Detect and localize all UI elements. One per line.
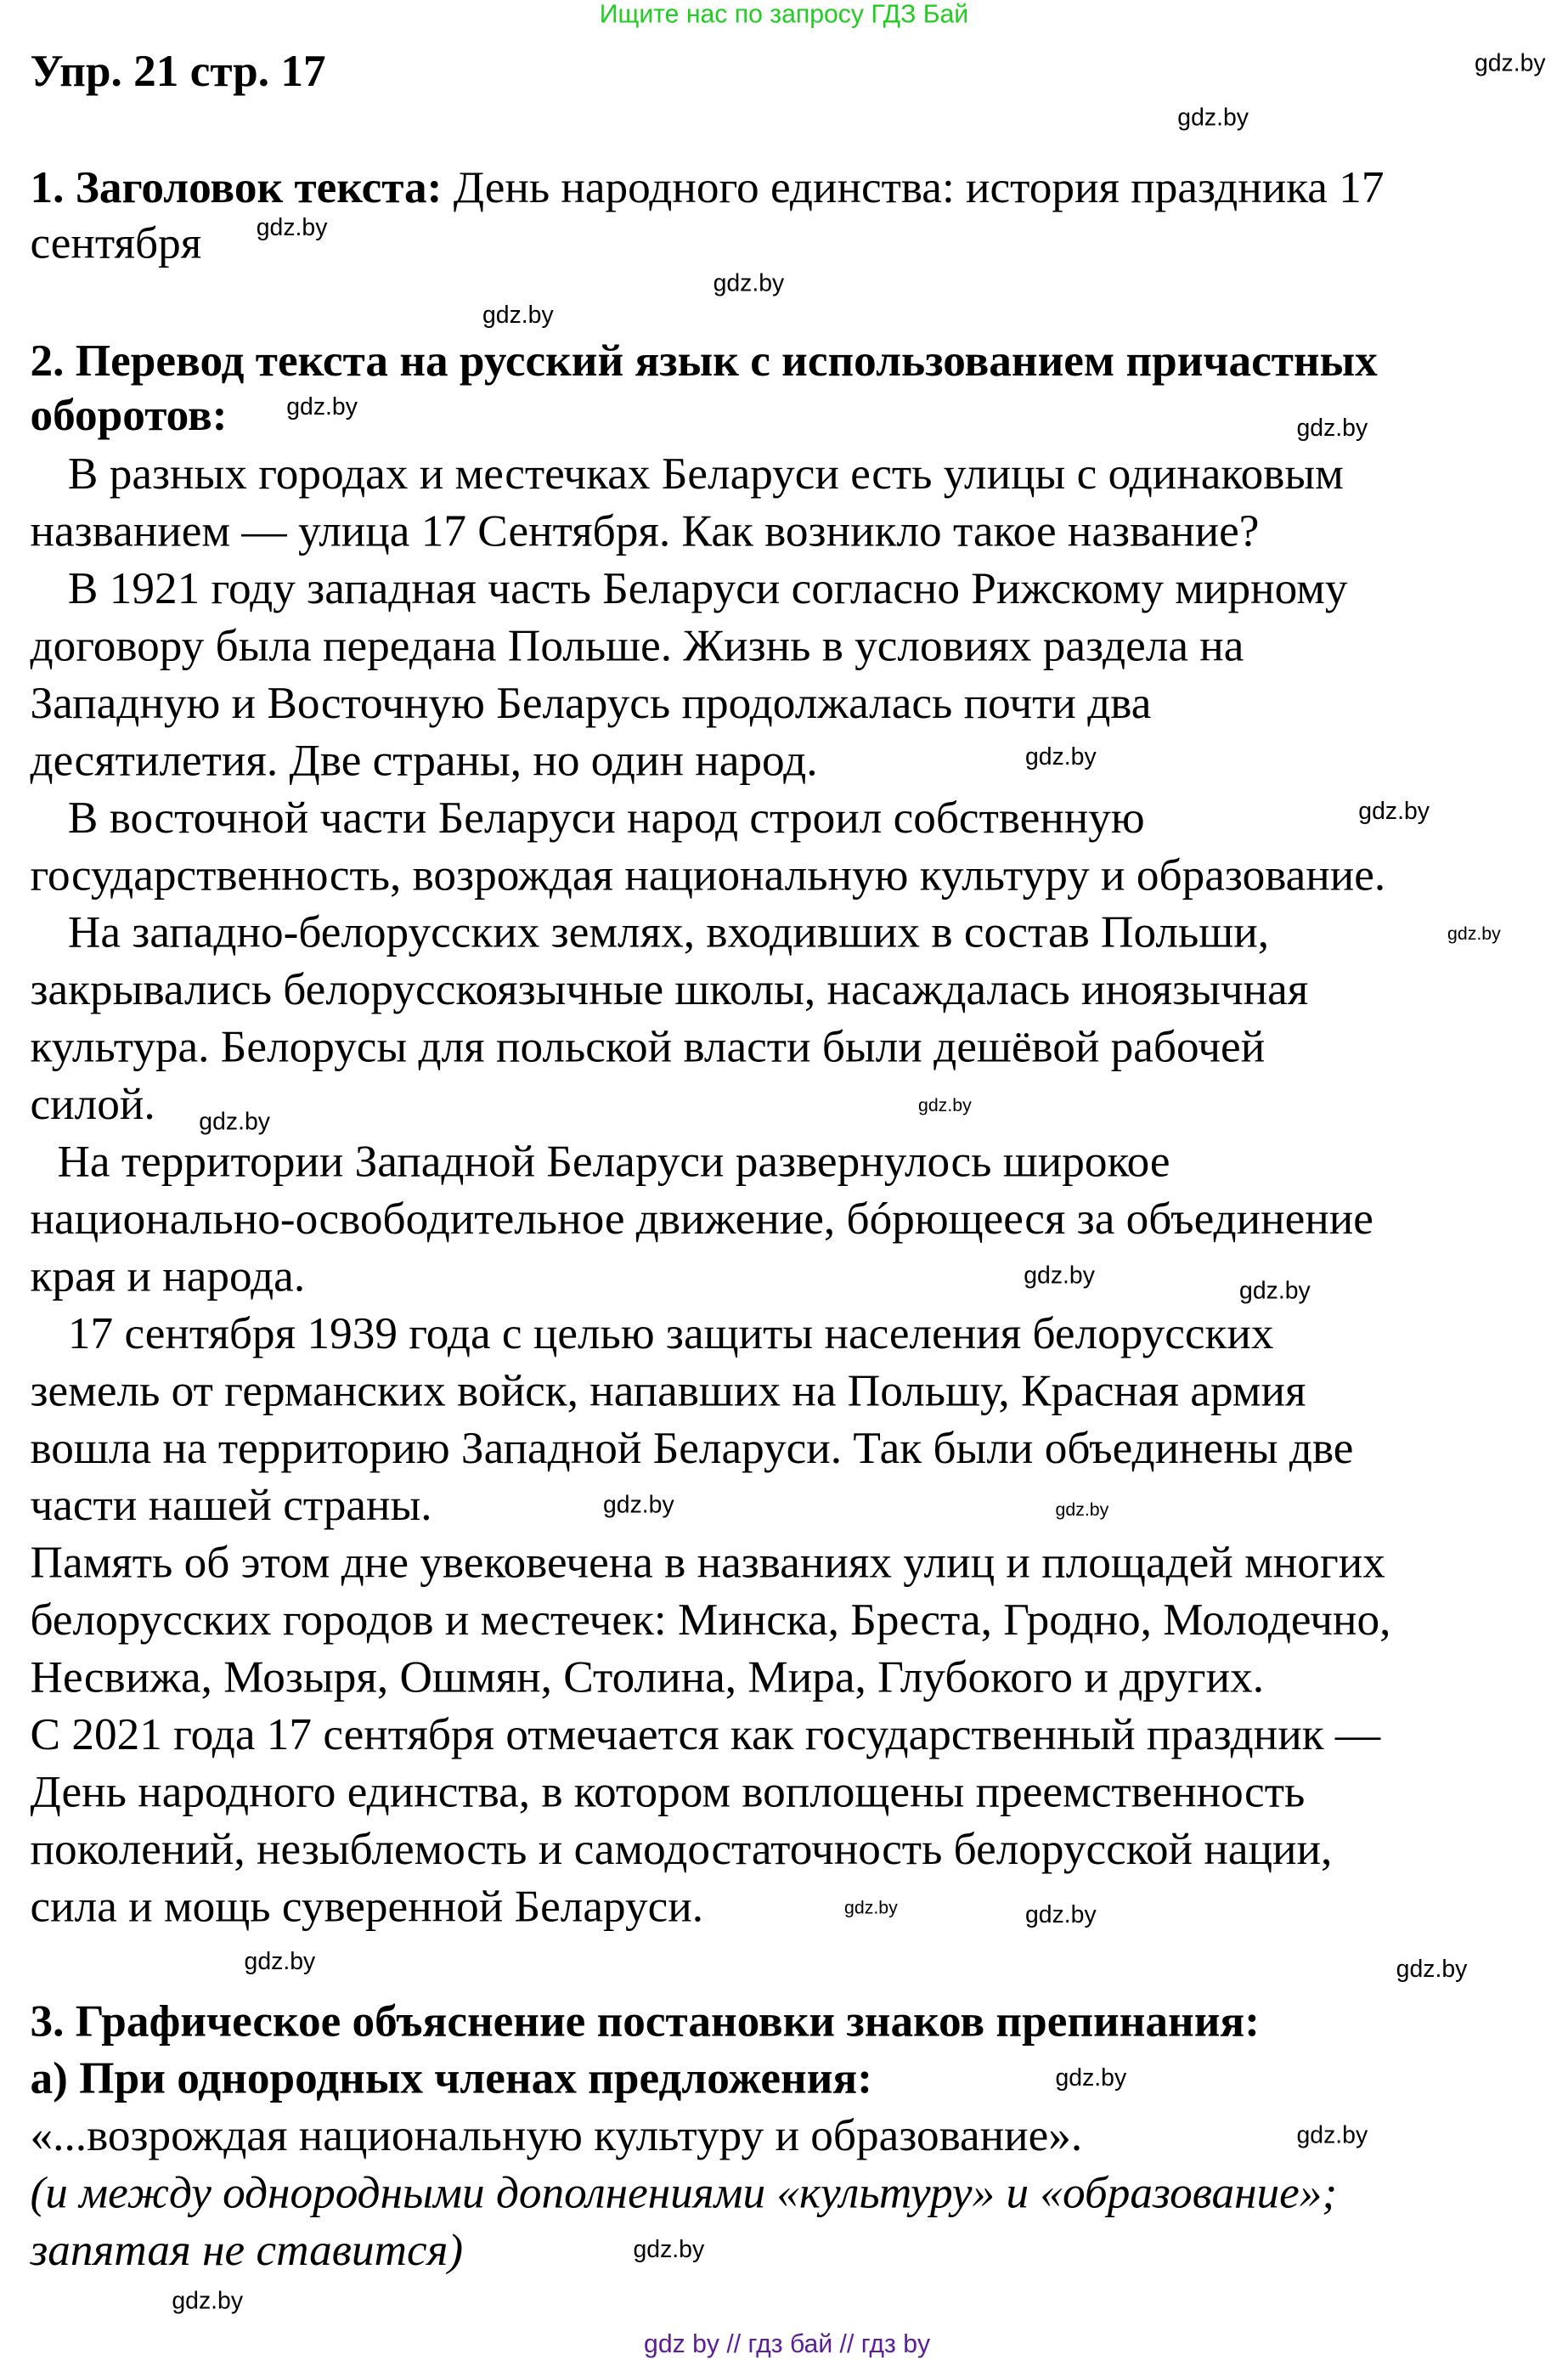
watermark: gdz.by <box>1025 744 1097 771</box>
body-line: С 2021 года 17 сентября отмечается как государственный праздник — <box>30 1709 1381 1760</box>
watermark: gdz.by <box>844 1896 898 1918</box>
body-line: закрывались белорусскоязычные школы, насаждалась иноязычная <box>30 965 1309 1015</box>
footer-links[interactable]: gdz by // гдз бай // гдз by <box>644 2329 931 2359</box>
body-line: В восточной части Беларуси народ строил собственную <box>67 793 1145 844</box>
watermark: gdz.by <box>1177 105 1249 132</box>
body-line: культура. Белорусы для польской власти были дешёвой рабочей <box>30 1022 1266 1073</box>
watermark: gdz.by <box>1396 1956 1468 1984</box>
watermark: gdz.by <box>1239 1279 1311 1305</box>
watermark: gdz.by <box>1296 2123 1368 2149</box>
body-line: силой. <box>30 1079 155 1130</box>
section1-line2: сентября <box>30 218 202 268</box>
watermark: gdz.by <box>917 1094 972 1116</box>
body-line: названием — улица 17 Сентября. Как возникло такое название? <box>30 506 1260 556</box>
watermark: gdz.by <box>256 215 328 241</box>
body-line: договору была передана Польше. Жизнь в условиях раздела на <box>30 621 1244 671</box>
body-line: части нашей страны. <box>30 1481 432 1531</box>
watermark: gdz.by <box>1474 51 1546 77</box>
section3-note-cont: запятая не ставится) <box>30 2225 464 2276</box>
watermark: gdz.by <box>482 302 554 329</box>
watermark: gdz.by <box>244 1950 316 1976</box>
watermark: gdz.by <box>1024 1263 1095 1290</box>
watermark: gdz.by <box>1055 1499 1109 1521</box>
body-line: сила и мощь суверенной Беларуси. <box>30 1882 704 1932</box>
body-line: десятилетия. Две страны, но один народ. <box>30 736 818 786</box>
section1-line1 <box>31 160 1385 217</box>
body-line: поколений, незыблемость и самодостаточность белорусской нации, <box>30 1824 1333 1875</box>
body-line: На западно-белорусских землях, входивших в состав Польши, <box>67 907 1270 958</box>
section3-quote: «...возрождая национальную культуру и образование». <box>30 2111 1083 2161</box>
body-line: В 1921 году западная часть Беларуси согласно Рижскому мирному <box>67 563 1348 614</box>
section1-label: 1. Заголовок текста: <box>30 162 443 213</box>
watermark: gdz.by <box>1447 923 1501 945</box>
section3-subheading-a: а) При однородных членах предложения: <box>30 2053 872 2104</box>
watermark: gdz.by <box>603 1493 674 1519</box>
watermark: gdz.by <box>286 395 358 421</box>
body-line: вошла на территорию Западной Беларуси. Так были объединены две <box>30 1423 1354 1474</box>
watermark: gdz.by <box>1358 799 1430 825</box>
top-banner[interactable]: Ищите нас по запросу ГДЗ Бай <box>599 0 969 29</box>
watermark: gdz.by <box>633 2238 705 2264</box>
body-line: края и народа. <box>30 1251 306 1301</box>
section2-heading: 2. Перевод текста на русский язык с использованием причастных <box>30 336 1378 387</box>
body-line: День народного единства, в котором воплощены преемственность <box>30 1767 1306 1817</box>
body-line: Несвижа, Мозыря, Ошмян, Столина, Мира, Глубокого и других. <box>30 1652 1265 1702</box>
body-line: земель от германских войск, напавших на Польшу, Красная армия <box>30 1366 1306 1416</box>
page-title: Упр. 21 стр. 17 <box>30 47 326 97</box>
body-line: государственность, возрождая национальную культуру и образование. <box>30 850 1386 901</box>
body-line: национально-освободительное движение, бóрющееся за объединение <box>30 1194 1373 1245</box>
body-line: 17 сентября 1939 года с целью защиты населения белорусских <box>67 1308 1274 1359</box>
watermark: gdz.by <box>713 271 785 297</box>
section2-heading-cont: оборотов: <box>30 390 228 441</box>
body-line: На территории Западной Беларуси развернулось широкое <box>57 1137 1170 1187</box>
body-line: белорусских городов и местечек: Минска, Бреста, Гродно, Молодечно, <box>30 1595 1391 1646</box>
watermark: gdz.by <box>1296 415 1368 443</box>
section1-text: День народного единства: история праздника 17 <box>442 162 1385 213</box>
body-line: В разных городах и местечках Беларуси есть улицы с одинаковым <box>67 449 1344 500</box>
section3-note: (и между однородными дополнениями «культуру» и «образование»; <box>30 2168 1338 2219</box>
section3-heading: 3. Графическое объяснение постановки знаков препинания: <box>30 1996 1260 2047</box>
body-line: Память об этом дне увековечена в названиях улиц и площадей многих <box>30 1538 1385 1589</box>
watermark: gdz.by <box>1025 1903 1097 1929</box>
watermark: gdz.by <box>172 2289 244 2315</box>
watermark: gdz.by <box>199 1109 270 1136</box>
watermark: gdz.by <box>1055 2065 1127 2092</box>
body-line: Западную и Восточную Беларусь продолжалась почти два <box>30 678 1152 729</box>
